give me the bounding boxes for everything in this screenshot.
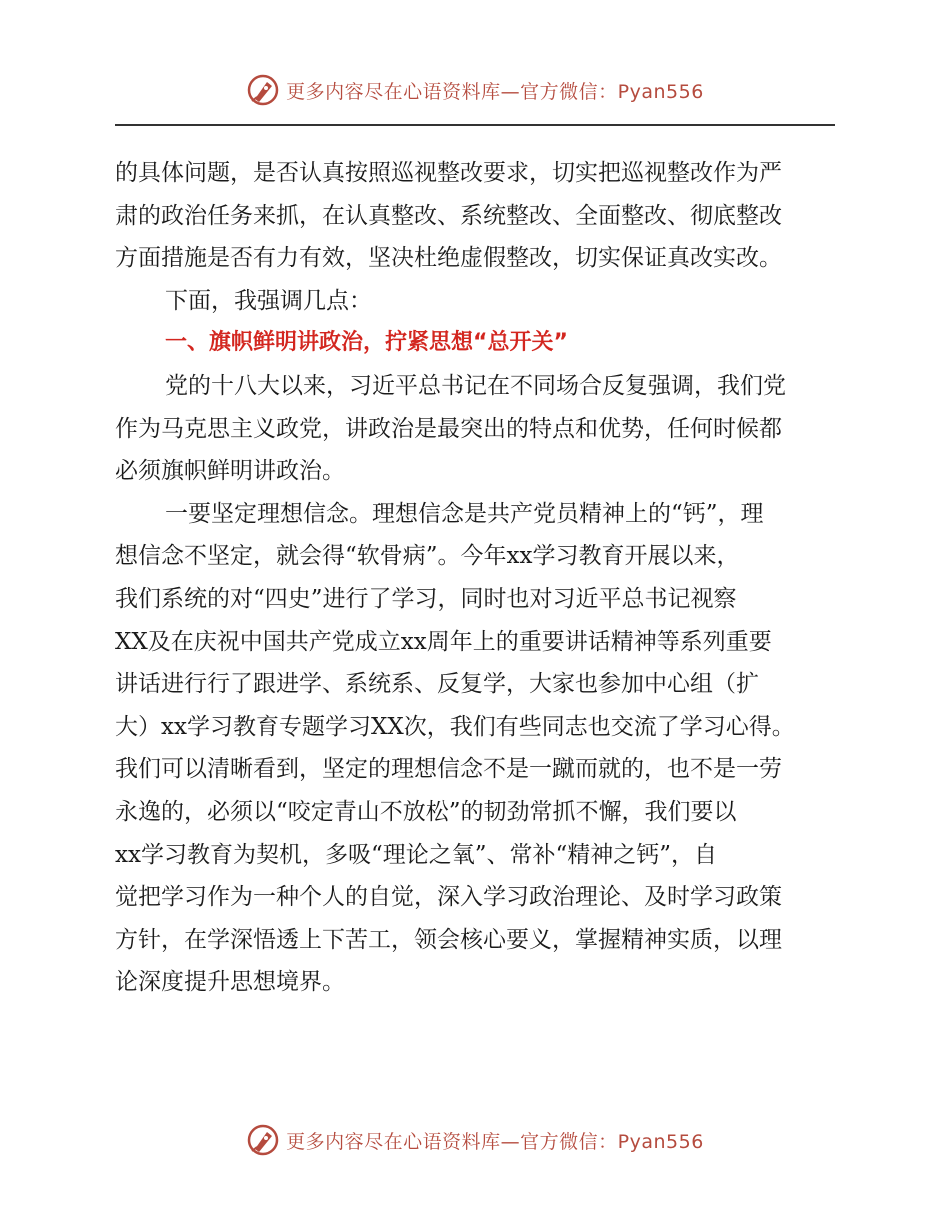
- paragraph-line: 觉把学习作为一种个人的自觉，深入学习政治理论、及时学习政策: [115, 884, 782, 911]
- paragraph-line: 一要坚定理想信念。理想信念是共产党员精神上的“钙”，理: [165, 500, 764, 527]
- paragraph-line: 想信念不坚定，就会得“软骨病”。今年xx学习教育开展以来，: [115, 543, 740, 570]
- paragraph-line: 方面措施是否有力有效，坚决杜绝虚假整改，切实保证真改实改。: [115, 245, 782, 272]
- paragraph-line: 讲话进行行了跟进学、系统系、反复学，大家也参加中心组（扩: [115, 671, 759, 698]
- header-banner: [0, 70, 950, 110]
- paragraph-line: 大）xx学习教育专题学习XX次，我们有些同志也交流了学习心得。: [115, 713, 795, 740]
- paragraph-line: XX及在庆祝中国共产党成立xx周年上的重要讲话精神等系列重要: [115, 628, 772, 655]
- paragraph-line: 党的十八大以来，习近平总书记在不同场合反复强调，我们党: [165, 372, 786, 399]
- footer-banner: [0, 1120, 950, 1160]
- paragraph-line: 方针，在学深悟透上下苦工，领会核心要义，掌握精神实质，以理: [115, 926, 782, 953]
- paragraph-line: 下面，我强调几点：: [165, 287, 372, 314]
- header-divider: [115, 124, 835, 126]
- document-body: [115, 152, 835, 1004]
- pen-nib-logo-icon: [246, 1123, 280, 1157]
- footer-banner-text: 更多内容尽在心语资料库—官方微信：Pyan556: [286, 1130, 704, 1153]
- paragraph-line: 我们系统的对“四史”进行了学习，同时也对习近平总书记视察: [115, 585, 737, 612]
- paragraph-line: 作为马克思主义政党，讲政治是最突出的特点和优势，任何时候都: [115, 415, 782, 442]
- paragraph-line: 必须旗帜鲜明讲政治。: [115, 458, 345, 485]
- paragraph-line: 我们可以清晰看到，坚定的理想信念不是一蹴而就的，也不是一劳: [115, 756, 782, 783]
- section-heading: 一、旗帜鲜明讲政治，拧紧思想“总开关”: [165, 330, 568, 356]
- paragraph-line: 永逸的，必须以“咬定青山不放松”的韧劲常抓不懈，我们要以: [115, 798, 737, 825]
- paragraph-line: 肃的政治任务来抓，在认真整改、系统整改、全面整改、彻底整改: [115, 202, 782, 229]
- paragraph-line: xx学习教育为契机，多吸“理论之氧”、常补“精神之钙”，自: [115, 841, 717, 868]
- paragraph-line: 论深度提升思想境界。: [115, 969, 345, 996]
- pen-nib-logo-icon: [246, 73, 280, 107]
- header-banner-text: 更多内容尽在心语资料库—官方微信：Pyan556: [286, 80, 704, 103]
- paragraph-line: 的具体问题，是否认真按照巡视整改要求，切实把巡视整改作为严: [115, 160, 782, 186]
